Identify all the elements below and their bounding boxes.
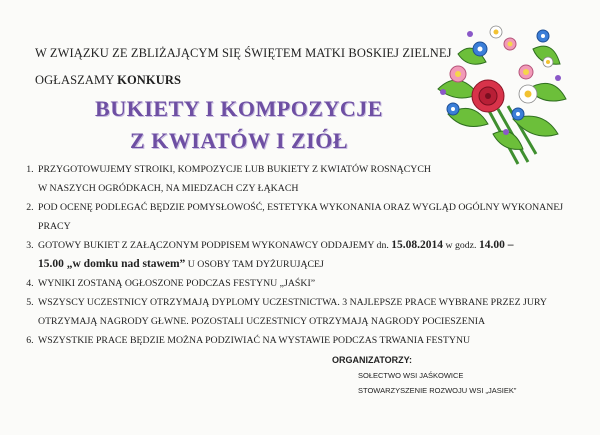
intro-line-2 xyxy=(35,67,452,94)
organizer-2: STOWARZYSZENIE ROZWOJU WSI „JASIEK” xyxy=(358,386,517,395)
rule-1-line-a: PRZYGOTOWUJEMY STROIKI, KOMPOZYCJE LUB BUKIETY Z KWIATÓW ROSNĄCYCH xyxy=(38,164,431,175)
rule-item-4 xyxy=(36,274,571,293)
title-line-2: Z KWIATÓW I ZIÓŁ xyxy=(129,128,349,153)
organizer-1: SOŁECTWO WSI JAŚKOWICE xyxy=(358,371,464,380)
rules-list xyxy=(8,160,571,350)
rule-6-text: WSZYSTKIE PRACE BĘDZIE MOŻNA PODZIWIAĆ NA WYSTAWIE PODCZAS TRWANIA FESTYNU xyxy=(38,335,471,346)
rule-2-line-a: POD OCENĘ PODLEGAĆ BĘDZIE POMYSŁOWOŚĆ, ESTETYKA WYKONANIA ORAZ WYGLĄD OGÓLNY WYKONANEJ xyxy=(38,202,564,213)
rule-item-3 xyxy=(36,236,571,274)
flower-bouquet-icon xyxy=(418,14,570,172)
rule-3-time-start: 14.00 – xyxy=(478,239,514,251)
organizers-heading: ORGANIZATORZY: xyxy=(332,355,412,365)
intro-text xyxy=(35,40,452,94)
rule-5-line-b: OTRZYMAJĄ NAGRODY GŁWNE. POZOSTALI UCZESTNICY OTRZYMAJĄ NAGRODY POCIESZENIA xyxy=(38,316,486,327)
rule-3-end: U OSOBY TAM DYŻURUJĄCEJ xyxy=(185,259,324,270)
rule-3-text: GOTOWY BUKIET Z ZAŁĄCZONYM PODPISEM WYKONAWCY ODDAJEMY dn. xyxy=(38,240,392,251)
rule-3-mid: w godz. xyxy=(443,240,479,251)
rule-5-line-a: WSZYSCY UCZESTNICY OTRZYMAJĄ DYPLOMY UCZESTNICTWA. 3 NAJLEPSZE PRACE WYBRANE PRZEZ JURY xyxy=(38,297,548,308)
rule-3-date: 15.08.2014 xyxy=(391,239,444,251)
rule-item-6 xyxy=(36,331,571,350)
intro-konkurs: KONKURS xyxy=(117,73,182,87)
rule-item-5 xyxy=(36,293,571,331)
rule-1-line-b: W NASZYCH OGRÓDKACH, NA MIEDZACH CZY ŁĄKACH xyxy=(38,183,299,194)
rule-3-time-place: 15.00 „w domku nad stawem” xyxy=(38,258,186,270)
rule-4-text: WYNIKI ZOSTANĄ OGŁOSZONE PODCZAS FESTYNU „JAŚKI” xyxy=(38,278,316,289)
intro-line-1: W ZWIĄZKU ZE ZBLIŻAJĄCYM SIĘ ŚWIĘTEM MATKI BOSKIEJ ZIELNEJ xyxy=(35,46,452,60)
rule-2-line-b: PRACY xyxy=(38,221,71,232)
intro-prefix: OGŁASZAMY xyxy=(35,73,118,87)
rule-item-2 xyxy=(36,198,571,236)
title-line-1: BUKIETY I KOMPOZYCJE xyxy=(95,96,383,121)
